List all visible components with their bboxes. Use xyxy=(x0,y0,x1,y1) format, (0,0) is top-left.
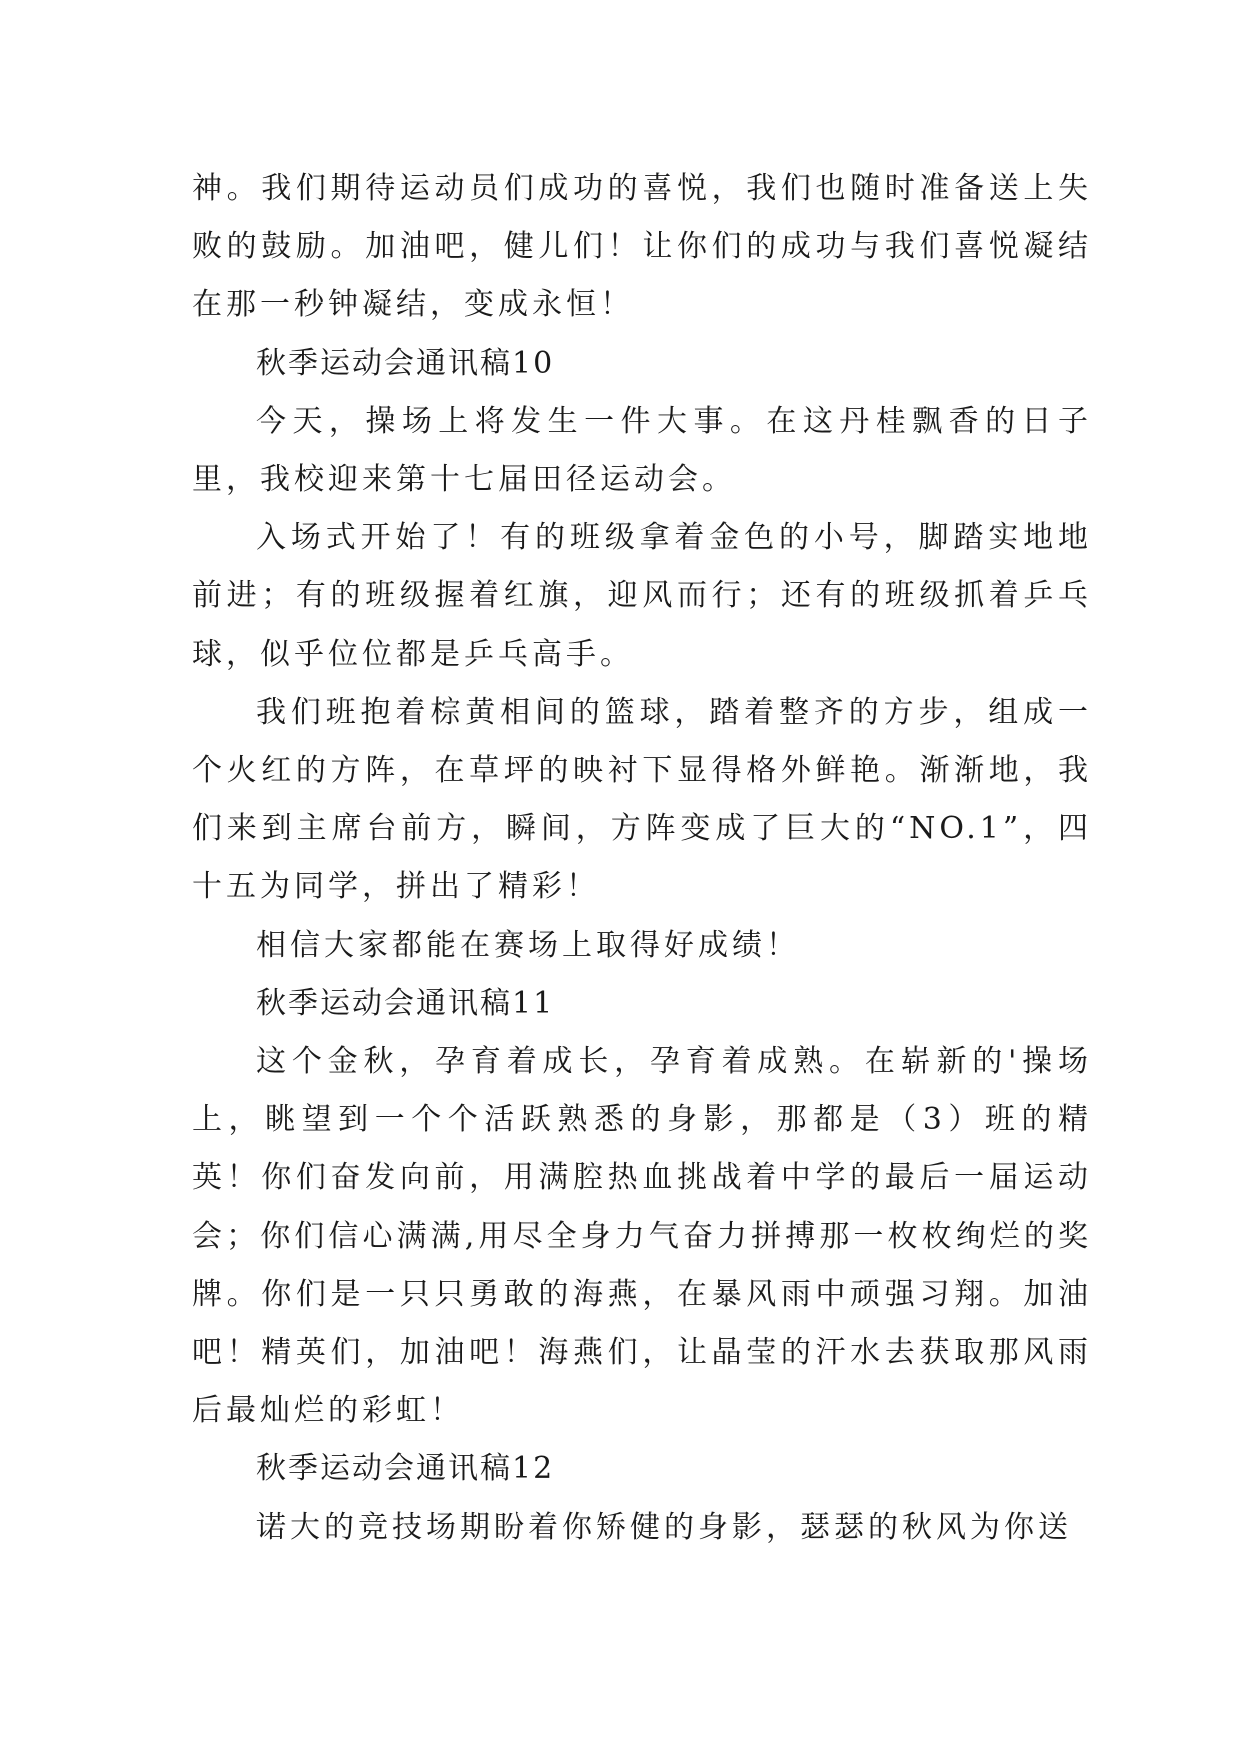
section-heading-11: 秋季运动会通讯稿11 xyxy=(256,985,555,1021)
paragraph: 这个金秋，孕育着成长，孕育着成熟。在崭新的'操场上，眺望到一个个活跃熟悉的身影，那都是（3）班的精英！你们奋发向前，用满腔热血挑战着中学的最后一届运动会；你们信心满满,用尽全身力气奋力拼搏那一枚枚绚烂的奖牌。你们是一只只勇敢的海燕，在暴风雨中顽强习翔。加油吧！精英们，加油吧！海燕们，让晶莹的汗水去获取那风雨后最灿烂的彩虹！ xyxy=(192,1044,1092,1429)
paragraph: 我们班抱着棕黄相间的篮球，踏着整齐的方步，组成一个火红的方阵，在草坪的映衬下显得格外鲜艳。渐渐地，我们来到主席台前方，瞬间，方阵变成了巨大的“NO.1”，四十五为同学，拼出了精彩！ xyxy=(192,694,1092,905)
paragraph: 今天，操场上将发生一件大事。在这丹桂飘香的日子里，我校迎来第十七届田径运动会。 xyxy=(192,403,1092,498)
paragraph-continuation: 神。我们期待运动员们成功的喜悦，我们也随时准备送上失败的鼓励。加油吧，健儿们！让你们的成功与我们喜悦凝结在那一秒钟凝结，变成永恒！ xyxy=(192,171,1092,323)
section-heading-12: 秋季运动会通讯稿12 xyxy=(256,1451,555,1487)
section-heading-10: 秋季运动会通讯稿10 xyxy=(256,345,555,381)
paragraph: 相信大家都能在赛场上取得好成绩！ xyxy=(256,927,800,963)
document-body xyxy=(192,160,1092,1557)
paragraph: 入场式开始了！有的班级拿着金色的小号，脚踏实地地前进；有的班级握着红旗，迎风而行；还有的班级抓着乒乓球，似乎位位都是乒乓高手。 xyxy=(192,520,1092,672)
paragraph: 诺大的竞技场期盼着你矫健的身影，瑟瑟的秋风为你送 xyxy=(256,1509,1072,1545)
